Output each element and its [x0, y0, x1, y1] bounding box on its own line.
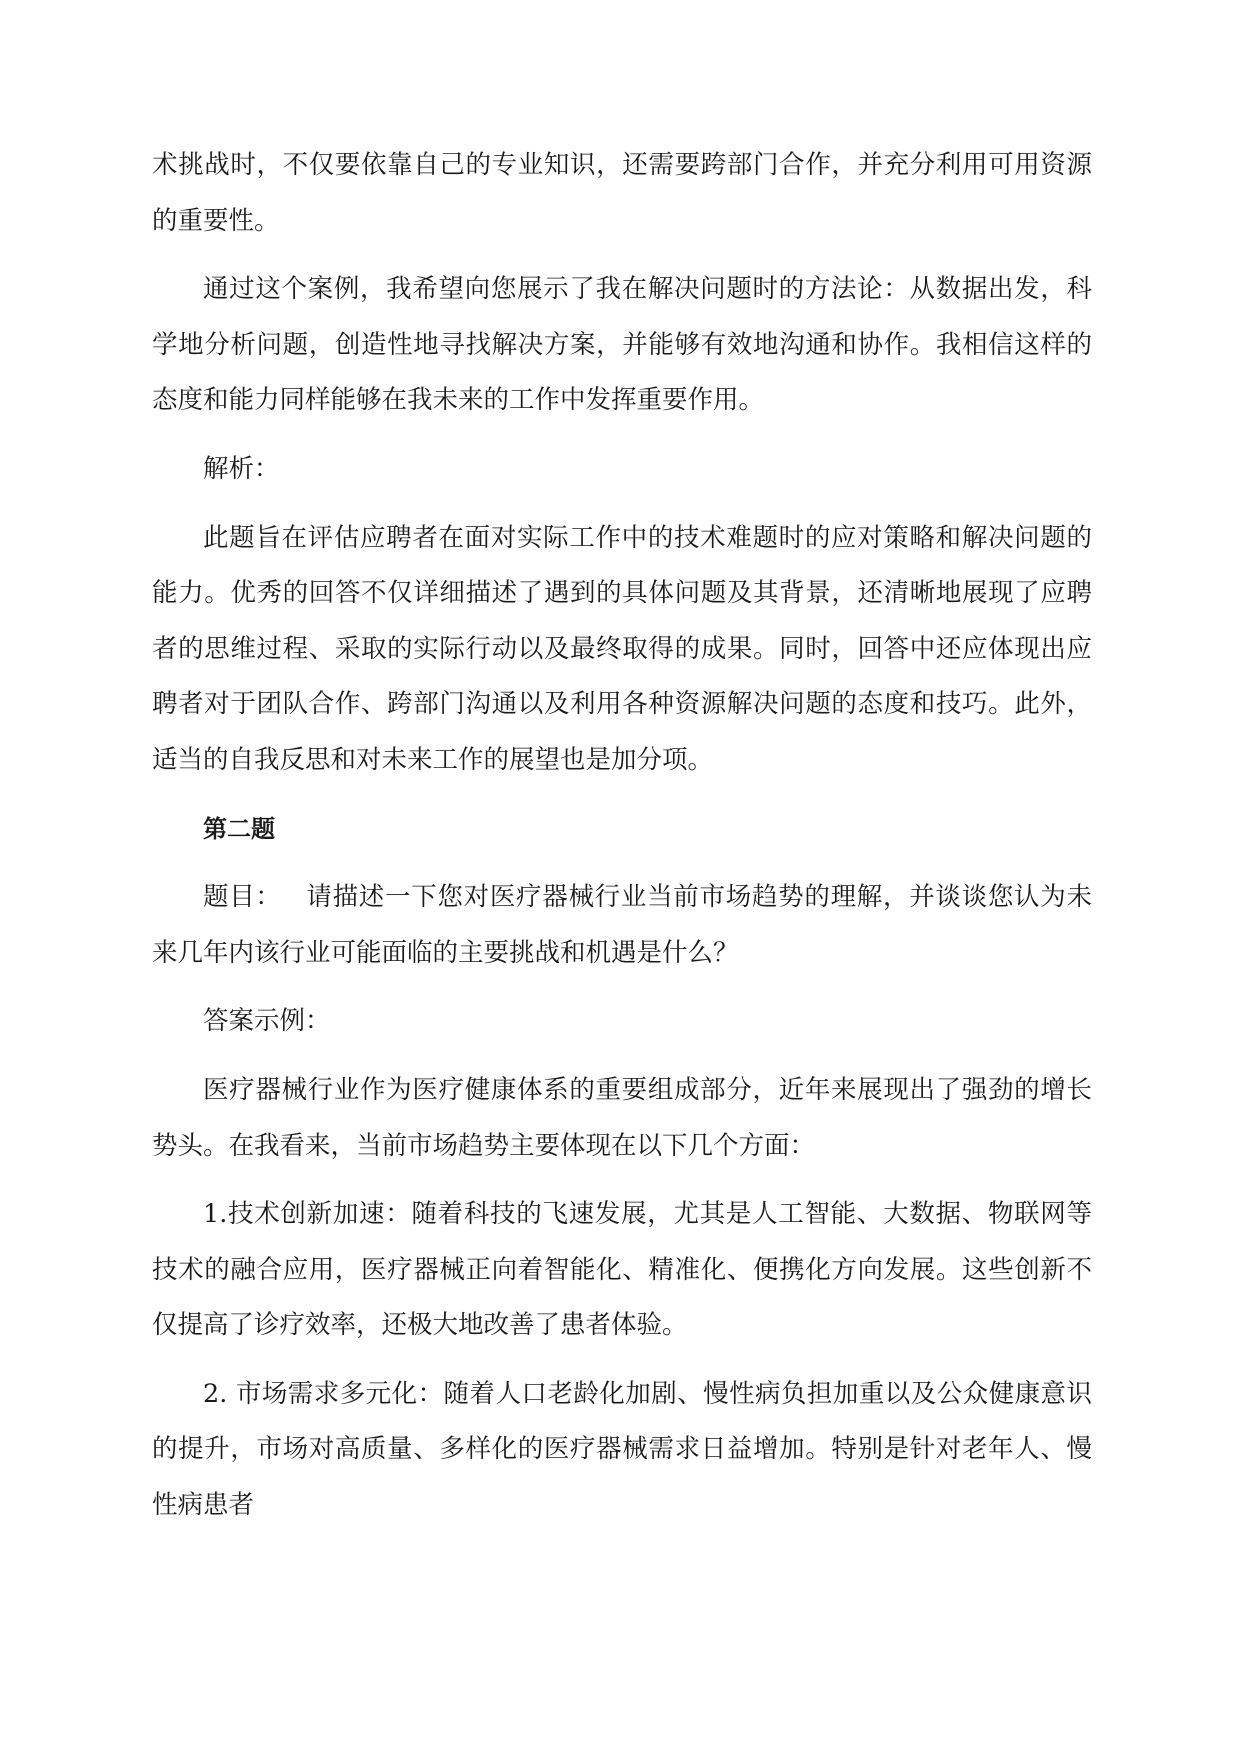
question-label: 题目：: [203, 882, 282, 913]
paragraph-answer-intro: 医疗器械行业作为医疗健康体系的重要组成部分，近年来展现出了强劲的增长势头。在我看来，当前市场趋势主要体现在以下几个方面：: [152, 1074, 1092, 1161]
answer-example-label: 答案示例：: [203, 1006, 331, 1037]
document-body: [152, 138, 1092, 1547]
paragraph-case-summary: 通过这个案例，我希望向您展示了我在解决问题时的方法论：从数据出发，科学地分析问题，创造性地寻找解决方案，并能够有效地沟通和协作。我相信这样的态度和能力同样能够在我未来的工作中发挥重要作用。: [152, 274, 1092, 416]
paragraph-point-2: 2. 市场需求多元化：随着人口老龄化加剧、慢性病负担加重以及公众健康意识的提升，市场对高质量、多样化的医疗器械需求日益增加。特别是针对老年人、慢性病患者: [152, 1378, 1092, 1521]
paragraph-question: [152, 870, 1092, 981]
section-heading-question-2: 第二题: [203, 814, 275, 843]
paragraph-point-1: 1.技术创新加速：随着科技的飞速发展，尤其是人工智能、大数据、物联网等技术的融合应用，医疗器械正向着智能化、精准化、便携化方向发展。这些创新不仅提高了诊疗效率，还极大地改善了患者体验。: [152, 1199, 1092, 1341]
paragraph-analysis: 此题旨在评估应聘者在面对实际工作中的技术难题时的应对策略和解决问题的能力。优秀的回答不仅详细描述了遇到的具体问题及其背景，还清晰地展现了应聘者的思维过程、采取的实际行动以及最终取得的成果。同时，回答中还应体现出应聘者对于团队合作、跨部门沟通以及利用各种资源解决问题的态度和技巧。此外，适当的自我反思和对未来工作的展望也是加分项。: [152, 522, 1092, 775]
paragraph-continuation: 术挑战时，不仅要依靠自己的专业知识，还需要跨部门合作，并充分利用可用资源的重要性。: [152, 150, 1092, 236]
analysis-label: 解析：: [203, 453, 280, 484]
question-text: 请描述一下您对医疗器械行业当前市场趋势的理解，并谈谈您认为未来几年内该行业可能面临的主要挑战和机遇是什么？: [152, 882, 1092, 968]
